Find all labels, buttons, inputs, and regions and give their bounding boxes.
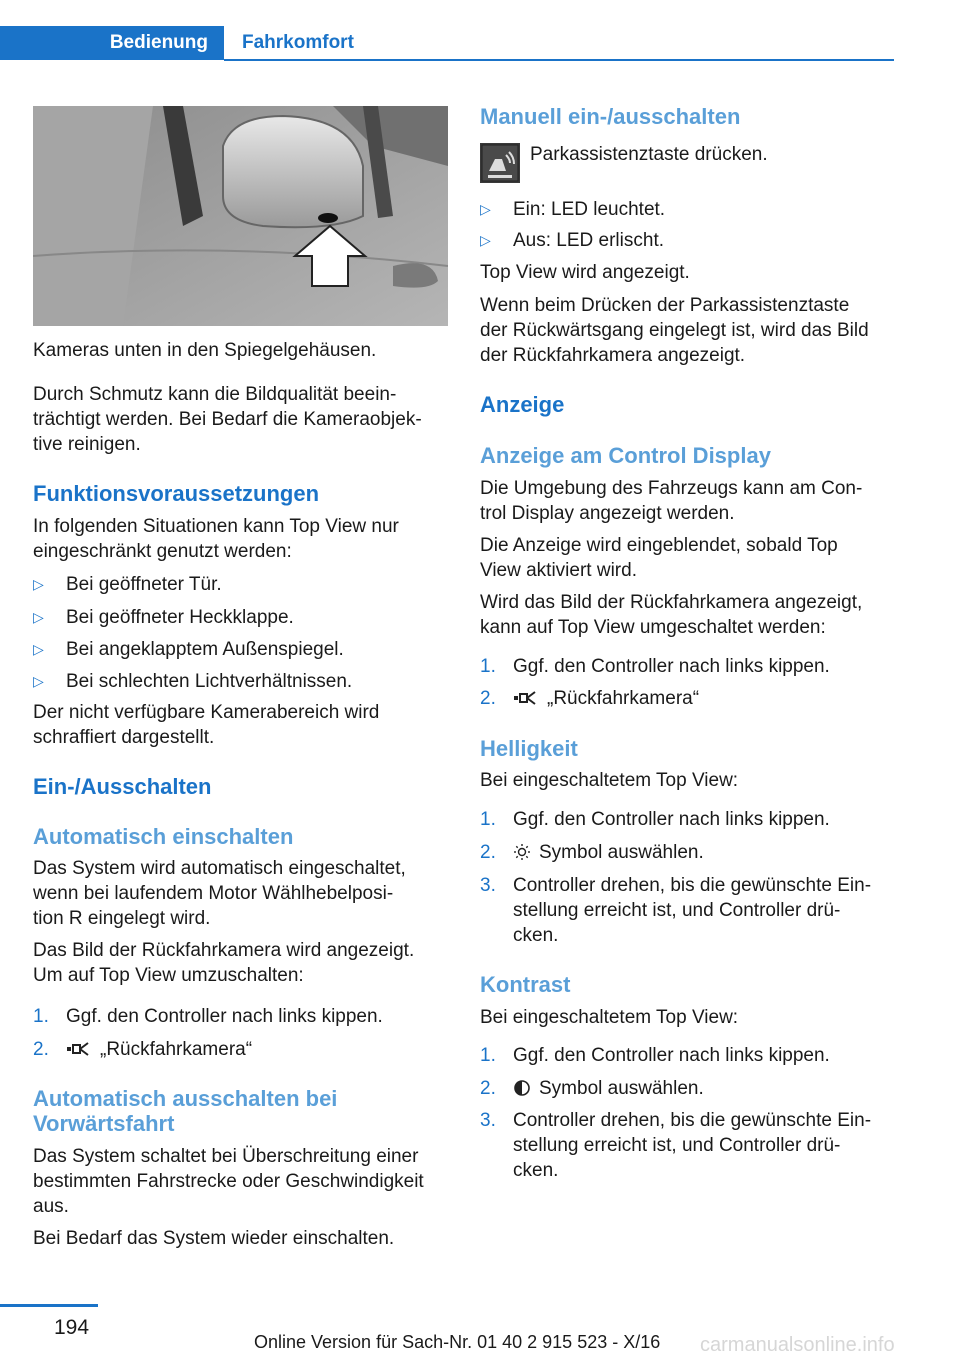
auto-off-text-1: Das System schaltet bei Überschreitung einer — [33, 1146, 419, 1167]
tab-bedienung[interactable]: Bedienung — [0, 26, 224, 60]
auto-off-text-3: aus. — [33, 1196, 69, 1217]
auto-off-text2: Bei Bedarf das System wieder einschalten. — [33, 1228, 395, 1249]
reverse-text-3: der Rückfahrkamera angezeigt. — [480, 345, 746, 366]
cd-text1-1: Die Umgebung des Fahrzeugs kann am Con- — [480, 478, 863, 499]
auto-off-text-2: bestimmten Fahrstrecke oder Geschwindigkeit — [33, 1171, 424, 1192]
bullet-marker: ▷ — [480, 201, 491, 217]
contrast-intro: Bei eingeschaltetem Top View: — [480, 1007, 739, 1028]
auto-on-text2-2: Um auf Top View umzuschalten: — [33, 965, 304, 986]
cd-text1-2: trol Display angezeigt werden. — [480, 503, 735, 524]
page-number: 194 — [54, 1316, 90, 1339]
topview-text: Top View wird angezeigt. — [480, 262, 690, 283]
bullet-marker: ▷ — [33, 609, 44, 625]
heading-anzeige: Anzeige — [480, 392, 565, 417]
heading-auto-off-1: Automatisch ausschalten bei — [33, 1086, 338, 1111]
cd-text2-1: Die Anzeige wird eingeblendet, sobald Top — [480, 535, 838, 556]
cd-text3-1: Wird das Bild der Rückfahrkamera angezeigt, — [480, 592, 863, 613]
bullet-marker: ▷ — [480, 232, 491, 248]
camera-view-icon — [66, 1040, 92, 1065]
step-continuation: cken. — [513, 1160, 559, 1181]
heading-anzeige-cd: Anzeige am Control Display — [480, 443, 771, 468]
bullet-marker: ▷ — [33, 576, 44, 592]
func-intro-2: eingeschränkt genutzt werden: — [33, 541, 292, 562]
header-tabs — [0, 26, 894, 62]
footer-accent-line — [0, 1304, 98, 1307]
step-continuation: stellung erreicht ist, und Controller drü- — [513, 900, 841, 921]
photo-caption: Kameras unten in den Spiegelgehäusen. — [33, 340, 377, 361]
bright-intro: Bei eingeschaltetem Top View: — [480, 770, 739, 791]
auto-on-text-1: Das System wird automatisch eingeschaltet, — [33, 858, 406, 879]
cd-text3-2: kann auf Top View umgeschaltet werden: — [480, 617, 826, 638]
auto-on-text-3: tion R eingelegt wird. — [33, 908, 211, 929]
auto-on-text-2: wenn bei laufendem Motor Wählhebelposi- — [33, 883, 394, 904]
heading-manuell: Manuell ein-/ausschalten — [480, 104, 741, 129]
func-outro-2: schraffiert dargestellt. — [33, 727, 215, 748]
heading-ein-ausschalten: Ein-/Ausschalten — [33, 774, 212, 799]
camera-view-icon — [513, 689, 539, 714]
mirror-camera-photo — [33, 106, 448, 326]
heading-helligkeit: Helligkeit — [480, 736, 578, 761]
manual-text: Parkassistenztaste drücken. — [530, 144, 768, 165]
tab-underline — [224, 59, 894, 61]
bullet-marker: ▷ — [33, 673, 44, 689]
heading-funktionsvoraussetzungen: Funktionsvoraussetzungen — [33, 481, 320, 506]
cd-text2-2: View aktiviert wird. — [480, 560, 637, 581]
tab-fahrkomfort[interactable]: Fahrkomfort — [242, 32, 354, 53]
step-continuation: stellung erreicht ist, und Controller drü- — [513, 1135, 841, 1156]
brightness-icon — [513, 843, 531, 868]
heading-auto-off-2: Vorwärtsfahrt — [33, 1111, 175, 1136]
footer-online-version: Online Version für Sach-Nr. 01 40 2 915 523 - X/16 — [254, 1332, 661, 1352]
contrast-icon — [513, 1079, 531, 1104]
dirt-note-1: Durch Schmutz kann die Bildqualität beein- — [33, 384, 397, 405]
heading-automatisch-einschalten: Automatisch einschalten — [33, 824, 294, 849]
watermark: carmanualsonline.info — [700, 1334, 895, 1356]
func-intro-1: In folgenden Situationen kann Top View nur — [33, 516, 399, 537]
reverse-text-1: Wenn beim Drücken der Parkassistenztaste — [480, 295, 850, 316]
bullet-marker: ▷ — [33, 641, 44, 657]
dirt-note-3: tive reinigen. — [33, 434, 141, 455]
func-outro-1: Der nicht verfügbare Kamerabereich wird — [33, 702, 380, 723]
auto-on-text2-1: Das Bild der Rückfahrkamera wird angezeigt. — [33, 940, 415, 961]
heading-kontrast: Kontrast — [480, 972, 571, 997]
dirt-note-2: trächtigt werden. Bei Bedarf die Kameraobjek- — [33, 409, 422, 430]
reverse-text-2: der Rückwärtsgang eingelegt ist, wird das Bild — [480, 320, 869, 341]
park-assist-button-icon — [480, 143, 520, 183]
step-continuation: cken. — [513, 925, 559, 946]
